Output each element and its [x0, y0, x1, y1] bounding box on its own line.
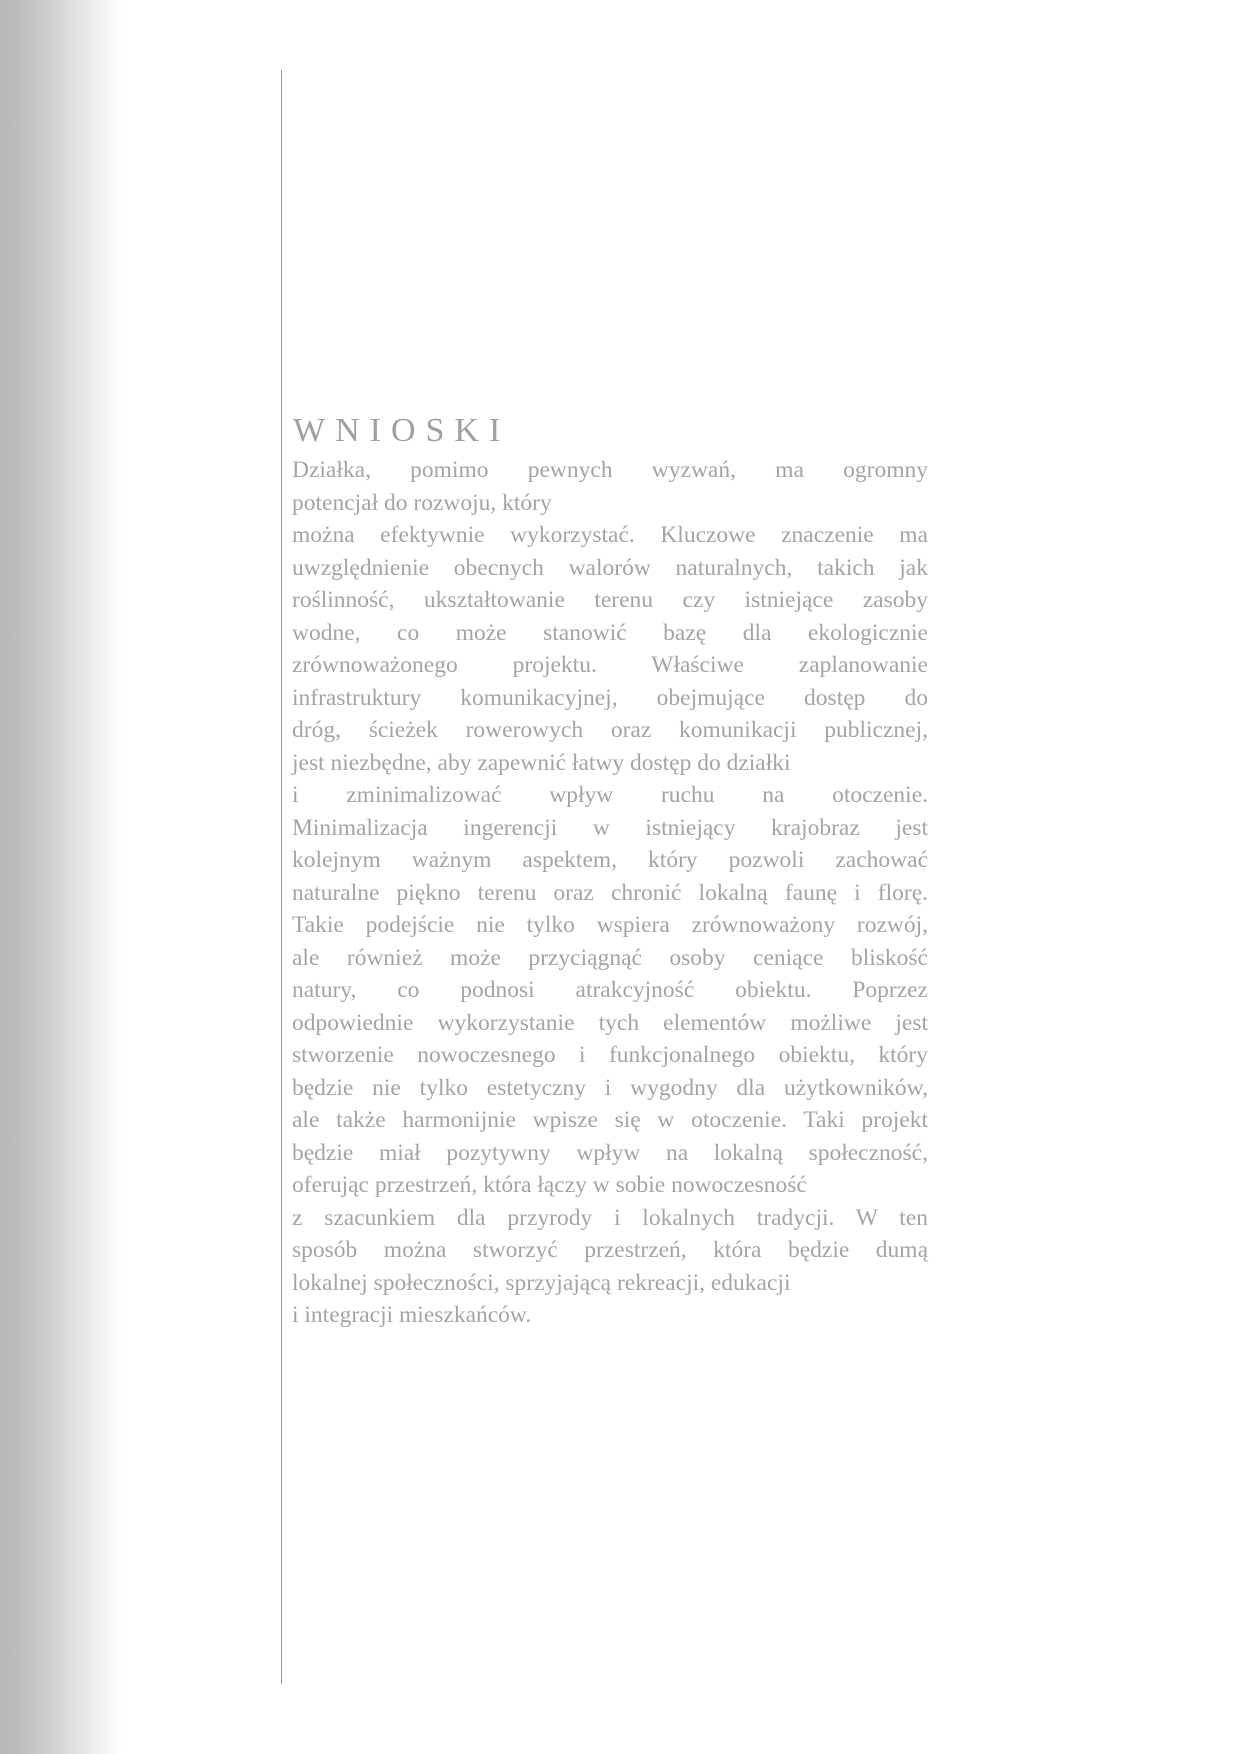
paragraph-line: potencjał do rozwoju, który	[292, 489, 552, 516]
paragraph-line: ale również może przyciągnąć osoby ceniące bliskość	[292, 944, 928, 971]
paragraph-line: ale także harmonijnie wpisze się w otoczenie. Taki projekt	[292, 1107, 928, 1133]
paragraph-line: będzie miał pozytywny wpływ na lokalną społeczność,	[292, 1139, 928, 1166]
paragraph-line: sposób można stworzyć przestrzeń, która będzie dumą	[292, 1237, 928, 1263]
paragraph-line: i integracji mieszkańców.	[292, 1302, 532, 1328]
conclusions-section	[292, 410, 928, 1332]
section-title: WNIOSKI	[293, 412, 511, 449]
paragraph-line: Minimalizacja ingerencji w istniejący krajobraz jest	[292, 814, 928, 841]
paragraph-line: natury, co podnosi atrakcyjność obiektu. Poprzez	[292, 977, 928, 1003]
paragraph-line: jest niezbędne, aby zapewnić łatwy dostęp do działki	[292, 749, 791, 776]
paragraph-line: roślinność, ukształtowanie terenu czy istniejące zasoby	[292, 587, 928, 613]
paragraph-line: z szacunkiem dla przyrody i lokalnych tradycji. W ten	[292, 1204, 928, 1231]
margin-rule	[281, 70, 282, 1684]
paragraph-line: dróg, ścieżek rowerowych oraz komunikacji publicznej,	[292, 717, 928, 743]
paragraph-line: i zminimalizować wpływ ruchu na otoczenie.	[292, 782, 928, 808]
paragraph-line: Działka, pomimo pewnych wyzwań, ma ogromny	[292, 457, 928, 483]
paragraph-line: naturalne piękno terenu oraz chronić lokalną faunę i florę.	[292, 879, 928, 906]
paragraph-line: oferując przestrzeń, która łączy w sobie nowoczesność	[292, 1172, 807, 1198]
paragraph-line: będzie nie tylko estetyczny i wygodny dla użytkowników,	[292, 1074, 928, 1101]
paragraph-line: stworzenie nowoczesnego i funkcjonalnego obiektu, który	[292, 1042, 928, 1068]
paragraph-line: Takie podejście nie tylko wspiera zrównoważony rozwój,	[292, 912, 928, 938]
paragraph-line: odpowiednie wykorzystanie tych elementów możliwe jest	[292, 1009, 928, 1036]
paragraph-line: zrównoważonego projektu. Właściwe zaplanowanie	[292, 652, 928, 678]
paragraph-line: wodne, co może stanowić bazę dla ekologicznie	[292, 619, 928, 646]
paragraph-line: infrastruktury komunikacyjnej, obejmujące dostęp do	[292, 684, 928, 711]
conclusions-paragraph	[292, 454, 928, 1332]
paragraph-line: kolejnym ważnym aspektem, który pozwoli zachować	[292, 847, 928, 873]
paragraph-line: uwzględnienie obecnych walorów naturalnych, takich jak	[292, 554, 928, 581]
paragraph-line: można efektywnie wykorzystać. Kluczowe znaczenie ma	[292, 522, 928, 548]
paragraph-line: lokalnej społeczności, sprzyjającą rekreacji, edukacji	[292, 1269, 791, 1296]
page-edge-shadow	[0, 0, 130, 1754]
